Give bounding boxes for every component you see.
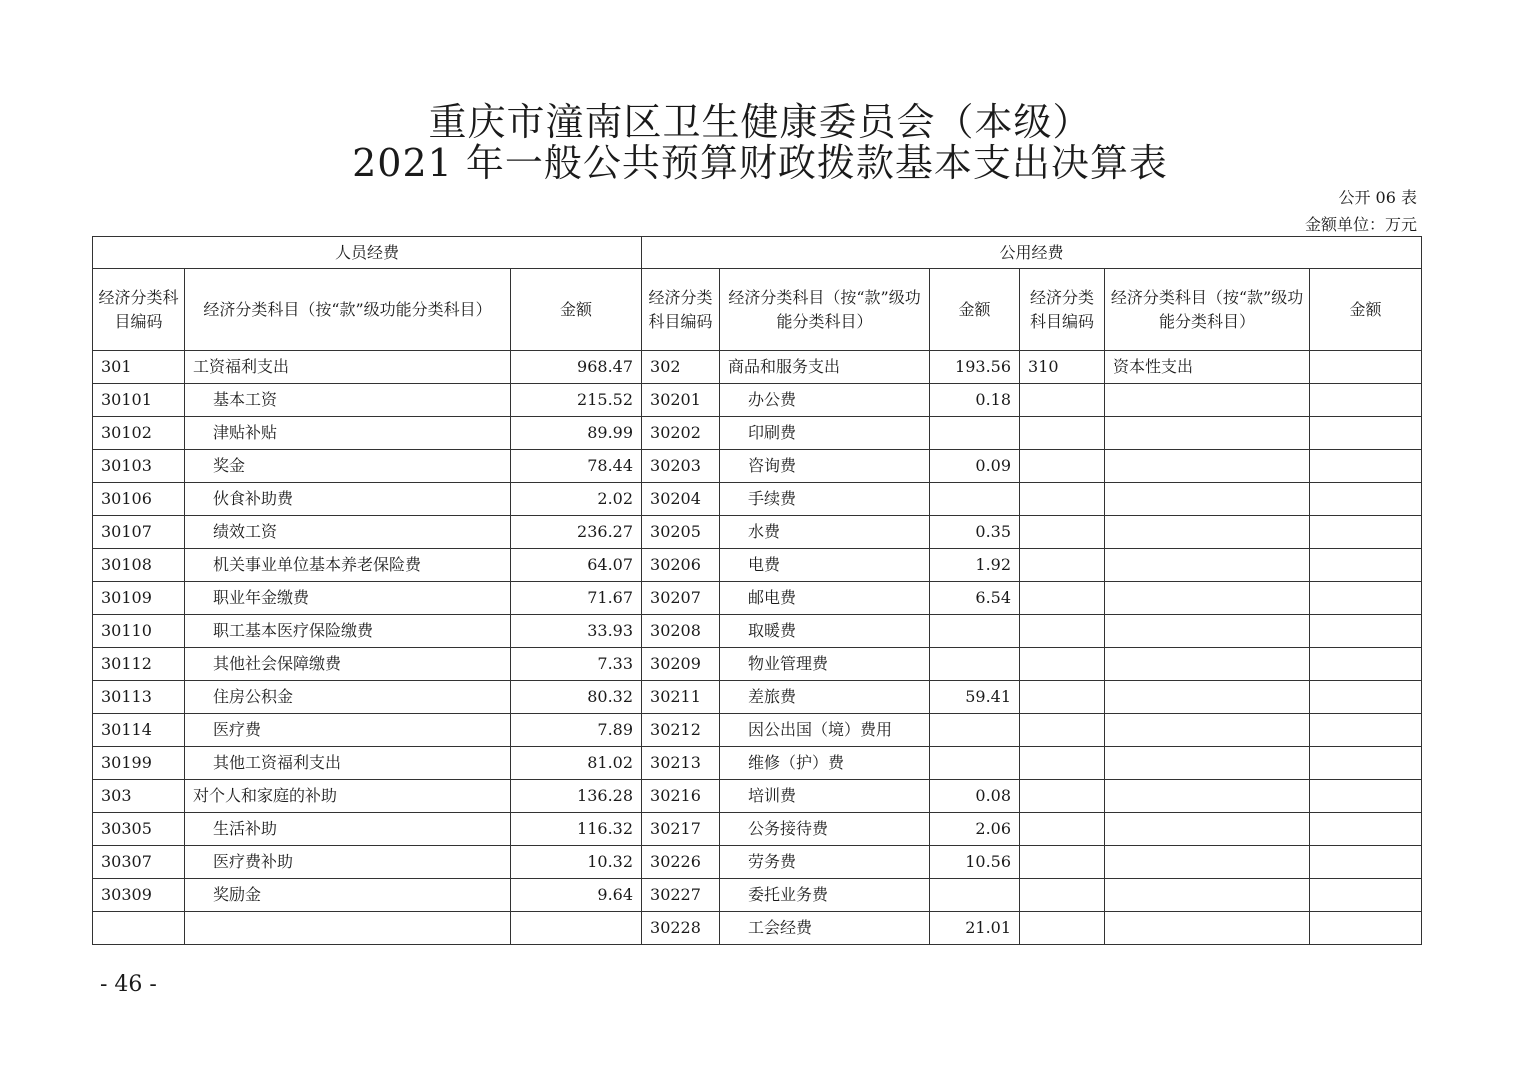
capital-code-cell xyxy=(1020,384,1105,417)
capital-amount-cell xyxy=(1310,846,1422,879)
capital-amount-cell xyxy=(1310,516,1422,549)
public-amount-cell xyxy=(930,417,1020,450)
amount-unit: 金额单位：万元 xyxy=(1304,215,1417,234)
table-row xyxy=(93,879,1422,912)
personnel-amount-cell xyxy=(511,912,642,945)
amount-header: 金额 xyxy=(930,269,1020,351)
table-row xyxy=(93,582,1422,615)
personnel-name-cell: 职工基本医疗保险缴费 xyxy=(185,615,511,648)
public-code-cell: 30205 xyxy=(642,516,720,549)
public-code-cell: 302 xyxy=(642,351,720,384)
public-name-cell: 水费 xyxy=(720,516,930,549)
capital-name-cell xyxy=(1105,681,1310,714)
capital-code-cell xyxy=(1020,813,1105,846)
name-header: 经济分类科目（按“款”级功能分类科目） xyxy=(720,269,930,351)
public-code-cell: 30203 xyxy=(642,450,720,483)
public-name-cell: 因公出国（境）费用 xyxy=(720,714,930,747)
capital-amount-cell xyxy=(1310,780,1422,813)
public-amount-cell xyxy=(930,648,1020,681)
personnel-code-cell: 30107 xyxy=(93,516,185,549)
table-row xyxy=(93,912,1422,945)
capital-amount-cell xyxy=(1310,714,1422,747)
capital-code-cell xyxy=(1020,912,1105,945)
public-code-cell: 30227 xyxy=(642,879,720,912)
capital-amount-cell xyxy=(1310,912,1422,945)
public-code-cell: 30209 xyxy=(642,648,720,681)
capital-code-cell xyxy=(1020,549,1105,582)
capital-name-cell xyxy=(1105,714,1310,747)
document-title-line1: 重庆市潼南区卫生健康委员会（本级） xyxy=(428,100,1092,144)
personnel-amount-cell: 9.64 xyxy=(511,879,642,912)
capital-amount-cell xyxy=(1310,879,1422,912)
capital-name-cell xyxy=(1105,780,1310,813)
capital-code-cell xyxy=(1020,615,1105,648)
personnel-name-cell: 职业年金缴费 xyxy=(185,582,511,615)
public-name-cell: 商品和服务支出 xyxy=(720,351,930,384)
capital-name-cell xyxy=(1105,813,1310,846)
personnel-name-cell: 医疗费补助 xyxy=(185,846,511,879)
personnel-code-cell: 30109 xyxy=(93,582,185,615)
public-name-cell: 办公费 xyxy=(720,384,930,417)
personnel-name-cell: 其他工资福利支出 xyxy=(185,747,511,780)
personnel-amount-cell: 968.47 xyxy=(511,351,642,384)
personnel-amount-cell: 7.89 xyxy=(511,714,642,747)
personnel-name-cell: 住房公积金 xyxy=(185,681,511,714)
public-amount-cell: 2.06 xyxy=(930,813,1020,846)
capital-name-cell xyxy=(1105,648,1310,681)
personnel-amount-cell: 136.28 xyxy=(511,780,642,813)
group-header-row xyxy=(93,237,1422,269)
public-name-cell: 电费 xyxy=(720,549,930,582)
public-amount-cell: 10.56 xyxy=(930,846,1020,879)
personnel-amount-cell: 10.32 xyxy=(511,846,642,879)
amount-header: 金额 xyxy=(511,269,642,351)
personnel-name-cell: 医疗费 xyxy=(185,714,511,747)
page-number: - 46 - xyxy=(100,972,157,997)
table-row xyxy=(93,714,1422,747)
public-name-cell: 维修（护）费 xyxy=(720,747,930,780)
public-name-cell: 手续费 xyxy=(720,483,930,516)
public-name-cell: 劳务费 xyxy=(720,846,930,879)
capital-name-cell xyxy=(1105,483,1310,516)
table-row xyxy=(93,351,1422,384)
capital-name-cell xyxy=(1105,549,1310,582)
personnel-amount-cell: 7.33 xyxy=(511,648,642,681)
public-code-cell: 30213 xyxy=(642,747,720,780)
personnel-amount-cell: 33.93 xyxy=(511,615,642,648)
capital-name-cell xyxy=(1105,417,1310,450)
personnel-amount-cell: 116.32 xyxy=(511,813,642,846)
public-code-cell: 30207 xyxy=(642,582,720,615)
capital-name-cell xyxy=(1105,879,1310,912)
public-name-cell: 差旅费 xyxy=(720,681,930,714)
public-amount-cell: 6.54 xyxy=(930,582,1020,615)
public-code-cell: 30226 xyxy=(642,846,720,879)
table-row xyxy=(93,648,1422,681)
capital-name-cell: 资本性支出 xyxy=(1105,351,1310,384)
personnel-name-cell: 基本工资 xyxy=(185,384,511,417)
public-amount-cell: 1.92 xyxy=(930,549,1020,582)
personnel-name-cell: 生活补助 xyxy=(185,813,511,846)
personnel-name-cell: 工资福利支出 xyxy=(185,351,511,384)
capital-name-cell xyxy=(1105,516,1310,549)
table-row xyxy=(93,780,1422,813)
capital-code-cell: 310 xyxy=(1020,351,1105,384)
personnel-name-cell: 奖励金 xyxy=(185,879,511,912)
public-code-cell: 30202 xyxy=(642,417,720,450)
code-header: 经济分类科目编码 xyxy=(1020,269,1105,351)
personnel-amount-cell: 89.99 xyxy=(511,417,642,450)
public-amount-cell xyxy=(930,879,1020,912)
name-header: 经济分类科目（按“款”级功能分类科目） xyxy=(185,269,511,351)
public-amount-cell: 0.35 xyxy=(930,516,1020,549)
public-amount-cell: 0.09 xyxy=(930,450,1020,483)
public-code-cell: 30212 xyxy=(642,714,720,747)
capital-amount-cell xyxy=(1310,615,1422,648)
table-row xyxy=(93,483,1422,516)
capital-code-cell xyxy=(1020,879,1105,912)
personnel-amount-cell: 80.32 xyxy=(511,681,642,714)
personnel-name-cell: 绩效工资 xyxy=(185,516,511,549)
public-name-cell: 咨询费 xyxy=(720,450,930,483)
personnel-name-cell: 其他社会保障缴费 xyxy=(185,648,511,681)
capital-code-cell xyxy=(1020,483,1105,516)
table-row xyxy=(93,747,1422,780)
public-amount-cell: 193.56 xyxy=(930,351,1020,384)
public-code-cell: 30211 xyxy=(642,681,720,714)
public-code-cell: 30216 xyxy=(642,780,720,813)
public-amount-cell xyxy=(930,615,1020,648)
personnel-code-cell: 30305 xyxy=(93,813,185,846)
personnel-amount-cell: 78.44 xyxy=(511,450,642,483)
personnel-code-cell: 30108 xyxy=(93,549,185,582)
public-code-cell: 30208 xyxy=(642,615,720,648)
capital-name-cell xyxy=(1105,384,1310,417)
table-row xyxy=(93,384,1422,417)
capital-code-cell xyxy=(1020,417,1105,450)
personnel-name-cell: 奖金 xyxy=(185,450,511,483)
public-name-cell: 委托业务费 xyxy=(720,879,930,912)
personnel-code-cell: 30114 xyxy=(93,714,185,747)
code-header: 经济分类科目编码 xyxy=(93,269,185,351)
name-header: 经济分类科目（按“款”级功能分类科目） xyxy=(1105,269,1310,351)
personnel-code-cell: 30103 xyxy=(93,450,185,483)
personnel-code-cell: 30110 xyxy=(93,615,185,648)
personnel-amount-cell: 236.27 xyxy=(511,516,642,549)
capital-name-cell xyxy=(1105,912,1310,945)
public-name-cell: 培训费 xyxy=(720,780,930,813)
public-amount-cell: 59.41 xyxy=(930,681,1020,714)
capital-amount-cell xyxy=(1310,384,1422,417)
table-row xyxy=(93,417,1422,450)
personnel-amount-cell: 2.02 xyxy=(511,483,642,516)
group-personnel-header: 人员经费 xyxy=(93,237,642,269)
personnel-amount-cell: 64.07 xyxy=(511,549,642,582)
public-name-cell: 邮电费 xyxy=(720,582,930,615)
capital-name-cell xyxy=(1105,582,1310,615)
column-header-row xyxy=(93,269,1422,351)
public-amount-cell: 0.08 xyxy=(930,780,1020,813)
table-row xyxy=(93,846,1422,879)
capital-code-cell xyxy=(1020,681,1105,714)
public-code-cell: 30204 xyxy=(642,483,720,516)
public-code-cell: 30201 xyxy=(642,384,720,417)
capital-name-cell xyxy=(1105,747,1310,780)
capital-code-cell xyxy=(1020,714,1105,747)
capital-amount-cell xyxy=(1310,648,1422,681)
public-name-cell: 公务接待费 xyxy=(720,813,930,846)
public-code-cell: 30228 xyxy=(642,912,720,945)
capital-amount-cell xyxy=(1310,681,1422,714)
personnel-amount-cell: 81.02 xyxy=(511,747,642,780)
personnel-amount-cell: 215.52 xyxy=(511,384,642,417)
public-code-cell: 30217 xyxy=(642,813,720,846)
capital-code-cell xyxy=(1020,747,1105,780)
capital-code-cell xyxy=(1020,582,1105,615)
capital-code-cell xyxy=(1020,516,1105,549)
code-header: 经济分类科目编码 xyxy=(642,269,720,351)
table-row xyxy=(93,615,1422,648)
personnel-code-cell: 30199 xyxy=(93,747,185,780)
personnel-code-cell: 30307 xyxy=(93,846,185,879)
public-name-cell: 取暖费 xyxy=(720,615,930,648)
public-code-cell: 30206 xyxy=(642,549,720,582)
personnel-code-cell: 30106 xyxy=(93,483,185,516)
group-public-header: 公用经费 xyxy=(642,237,1422,269)
personnel-name-cell: 津贴补贴 xyxy=(185,417,511,450)
amount-header: 金额 xyxy=(1310,269,1422,351)
public-name-cell: 物业管理费 xyxy=(720,648,930,681)
personnel-name-cell xyxy=(185,912,511,945)
capital-name-cell xyxy=(1105,846,1310,879)
personnel-code-cell xyxy=(93,912,185,945)
capital-amount-cell xyxy=(1310,582,1422,615)
capital-amount-cell xyxy=(1310,813,1422,846)
table-number: 公开 06 表 xyxy=(1338,188,1417,207)
public-amount-cell xyxy=(930,747,1020,780)
expenditure-table xyxy=(92,236,1422,945)
public-amount-cell xyxy=(930,714,1020,747)
document-title-line2: 2021 年一般公共预算财政拨款基本支出决算表 xyxy=(352,141,1168,185)
table-row xyxy=(93,549,1422,582)
capital-code-cell xyxy=(1020,780,1105,813)
table-row xyxy=(93,450,1422,483)
table-row xyxy=(93,813,1422,846)
personnel-name-cell: 伙食补助费 xyxy=(185,483,511,516)
capital-amount-cell xyxy=(1310,549,1422,582)
capital-amount-cell xyxy=(1310,417,1422,450)
personnel-code-cell: 301 xyxy=(93,351,185,384)
public-name-cell: 工会经费 xyxy=(720,912,930,945)
capital-name-cell xyxy=(1105,615,1310,648)
capital-amount-cell xyxy=(1310,450,1422,483)
capital-code-cell xyxy=(1020,648,1105,681)
table-row xyxy=(93,681,1422,714)
personnel-name-cell: 机关事业单位基本养老保险费 xyxy=(185,549,511,582)
capital-amount-cell xyxy=(1310,351,1422,384)
personnel-name-cell: 对个人和家庭的补助 xyxy=(185,780,511,813)
capital-amount-cell xyxy=(1310,483,1422,516)
personnel-amount-cell: 71.67 xyxy=(511,582,642,615)
capital-amount-cell xyxy=(1310,747,1422,780)
personnel-code-cell: 30102 xyxy=(93,417,185,450)
personnel-code-cell: 30309 xyxy=(93,879,185,912)
public-name-cell: 印刷费 xyxy=(720,417,930,450)
public-amount-cell xyxy=(930,483,1020,516)
personnel-code-cell: 30101 xyxy=(93,384,185,417)
capital-name-cell xyxy=(1105,450,1310,483)
table-body xyxy=(93,351,1422,945)
public-amount-cell: 0.18 xyxy=(930,384,1020,417)
personnel-code-cell: 30112 xyxy=(93,648,185,681)
personnel-code-cell: 30113 xyxy=(93,681,185,714)
personnel-code-cell: 303 xyxy=(93,780,185,813)
table-row xyxy=(93,516,1422,549)
public-amount-cell: 21.01 xyxy=(930,912,1020,945)
capital-code-cell xyxy=(1020,846,1105,879)
capital-code-cell xyxy=(1020,450,1105,483)
